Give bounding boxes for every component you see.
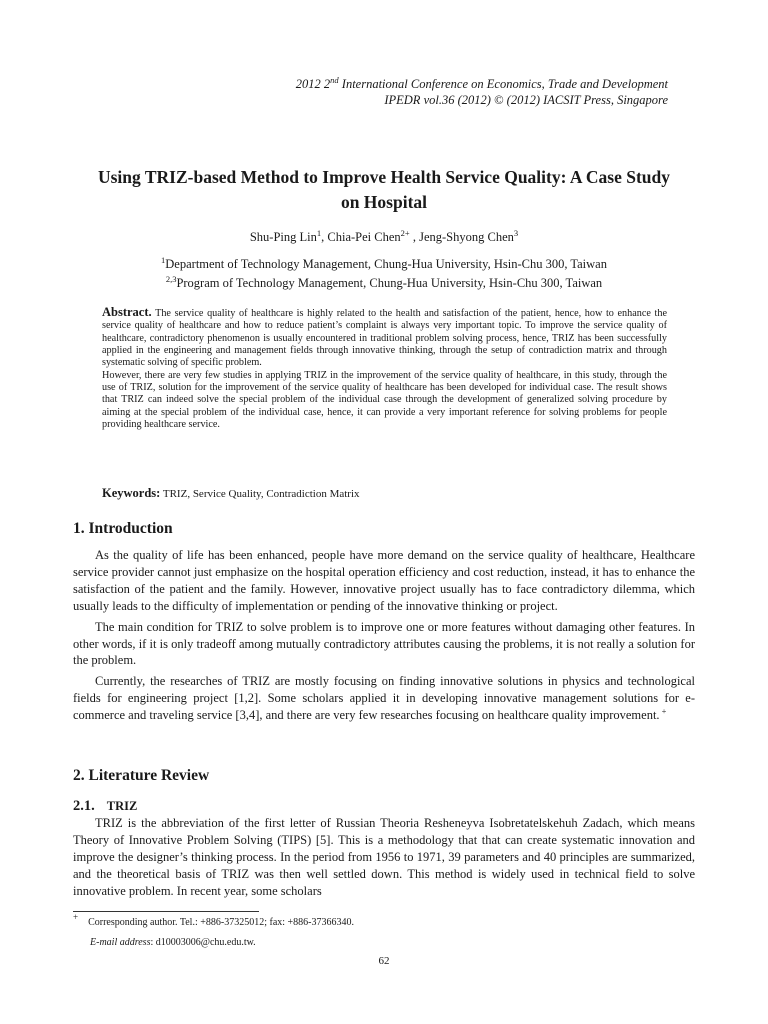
page-number: 62 xyxy=(378,955,390,967)
subsection-heading-triz: 2.1. TRIZ xyxy=(73,798,138,814)
header-line-1: 2012 2nd International Conference on Economics, Trade and Development xyxy=(295,75,668,91)
footnote-corresponding-author: + Corresponding author. Tel.: +886-37325012; fax: +886-37366340. xyxy=(73,912,355,928)
paper-title: Using TRIZ-based Method to Improve Health Service Quality: A Case Study on Hospital xyxy=(97,167,671,212)
intro-paragraph-3: Currently, the researches of TRIZ are mostly focusing on finding innovative solutions in physics and technological fields for engineering project [1,2]. Some scholars applied it in developing innovative management solutions for e-commerce and traveling service [3,4], and there are very few researches focusing on healthcare quality improvement. + xyxy=(73,674,695,723)
introduction-body xyxy=(73,547,695,724)
abstract-paragraph-2: However, there are very few studies in applying TRIZ in the improvement of the service quality of healthcare, in this study, through the use of TRIZ, solution for the improvement of the service quality of healthcare has been developed for individual case. The result shows that TRIZ can indeed solve the special problem of the individual case through the development of generalized solving procedure by aiming at the special problem of the individual case, hence, it can provide a very important reference for solving problems for people providing healthcare service. xyxy=(102,369,667,431)
footnote-email: E-mail address: d10003006@chu.edu.tw. xyxy=(90,937,256,948)
affiliation-1: $^1$Department of Technology Management, Chung-Hua University, Hsin-Chu 300, Taiwan xyxy=(161,255,607,271)
abstract-paragraph-1: Abstract. The service quality of healthcare is highly related to the health and satisfaction of the patient, hence, how to enhance the service quality of healthcare and how to reduce patient’s complaint is always very important topic. To improve the service quality of healthcare, contradictory phenomenon is usually encountered in traditional problem solving process, hence, TRIZ has been successfully applied in the engineering and management fields through innovative thinking, through the setup of contradiction matrix and through systematic solving of specific problem. xyxy=(102,305,667,369)
abstract xyxy=(102,306,667,431)
abstract-label: Abstract. xyxy=(102,305,152,319)
section-heading-literature-review: 2. Literature Review xyxy=(73,767,210,784)
triz-paragraph-1: TRIZ is the abbreviation of the first letter of Russian Theoria Resheneyva Isobretatelskehuh Zadach, which means Theory of Innovative Problem Solving (TIPS) [5]. This is a methodology that that can create systematic innovation and improve the designer’s thinking process. In the period from 1956 to 1971, 39 parameters and 40 principles are summarized, and the theoretical basis of TRIZ was then well settled down. This method is widely used in technical field to solve innovative problem. In recent year, some scholars xyxy=(73,816,695,898)
keywords: Keywords: TRIZ, Service Quality, Contradiction Matrix xyxy=(102,486,360,500)
footnote-reference: + xyxy=(659,706,667,717)
keywords-label: Keywords: xyxy=(102,486,161,500)
header-line-2: IPEDR vol.36 (2012) © (2012) IACSIT Press, Singapore xyxy=(384,93,668,107)
affiliation-2: $^{2,3}$Program of Technology Management, Chung-Hua University, Hsin-Chu 300, Taiwan xyxy=(165,274,603,290)
intro-paragraph-1: As the quality of life has been enhanced, people have more demand on the service quality of healthcare, Healthcare service provider cannot just emphasize on the hospital operation efficiency and cost reduction, instead, it has to enhance the satisfaction of the patient and the family. However, innovative project usually has to face contradictory dilemma, which usually leads to the difficulty of implementation or pending of the innovative thinking or project. xyxy=(73,548,695,613)
footnote-rule xyxy=(73,911,259,912)
conference-header xyxy=(296,76,668,108)
intro-paragraph-2: The main condition for TRIZ to solve problem is to improve one or more features without damaging other features. In other words, if it is only tradeoff among mutually contradictory attributes causing the problems, it is not really a solution for the problem. xyxy=(73,619,695,668)
triz-body xyxy=(73,815,695,900)
section-heading-introduction: 1. Introduction xyxy=(73,520,173,537)
author-list: Shu-Ping Lin$^1$, Chia-Pei Chen$^{2+}$ , Jeng-Shyong Chen$^3$ xyxy=(249,228,519,244)
